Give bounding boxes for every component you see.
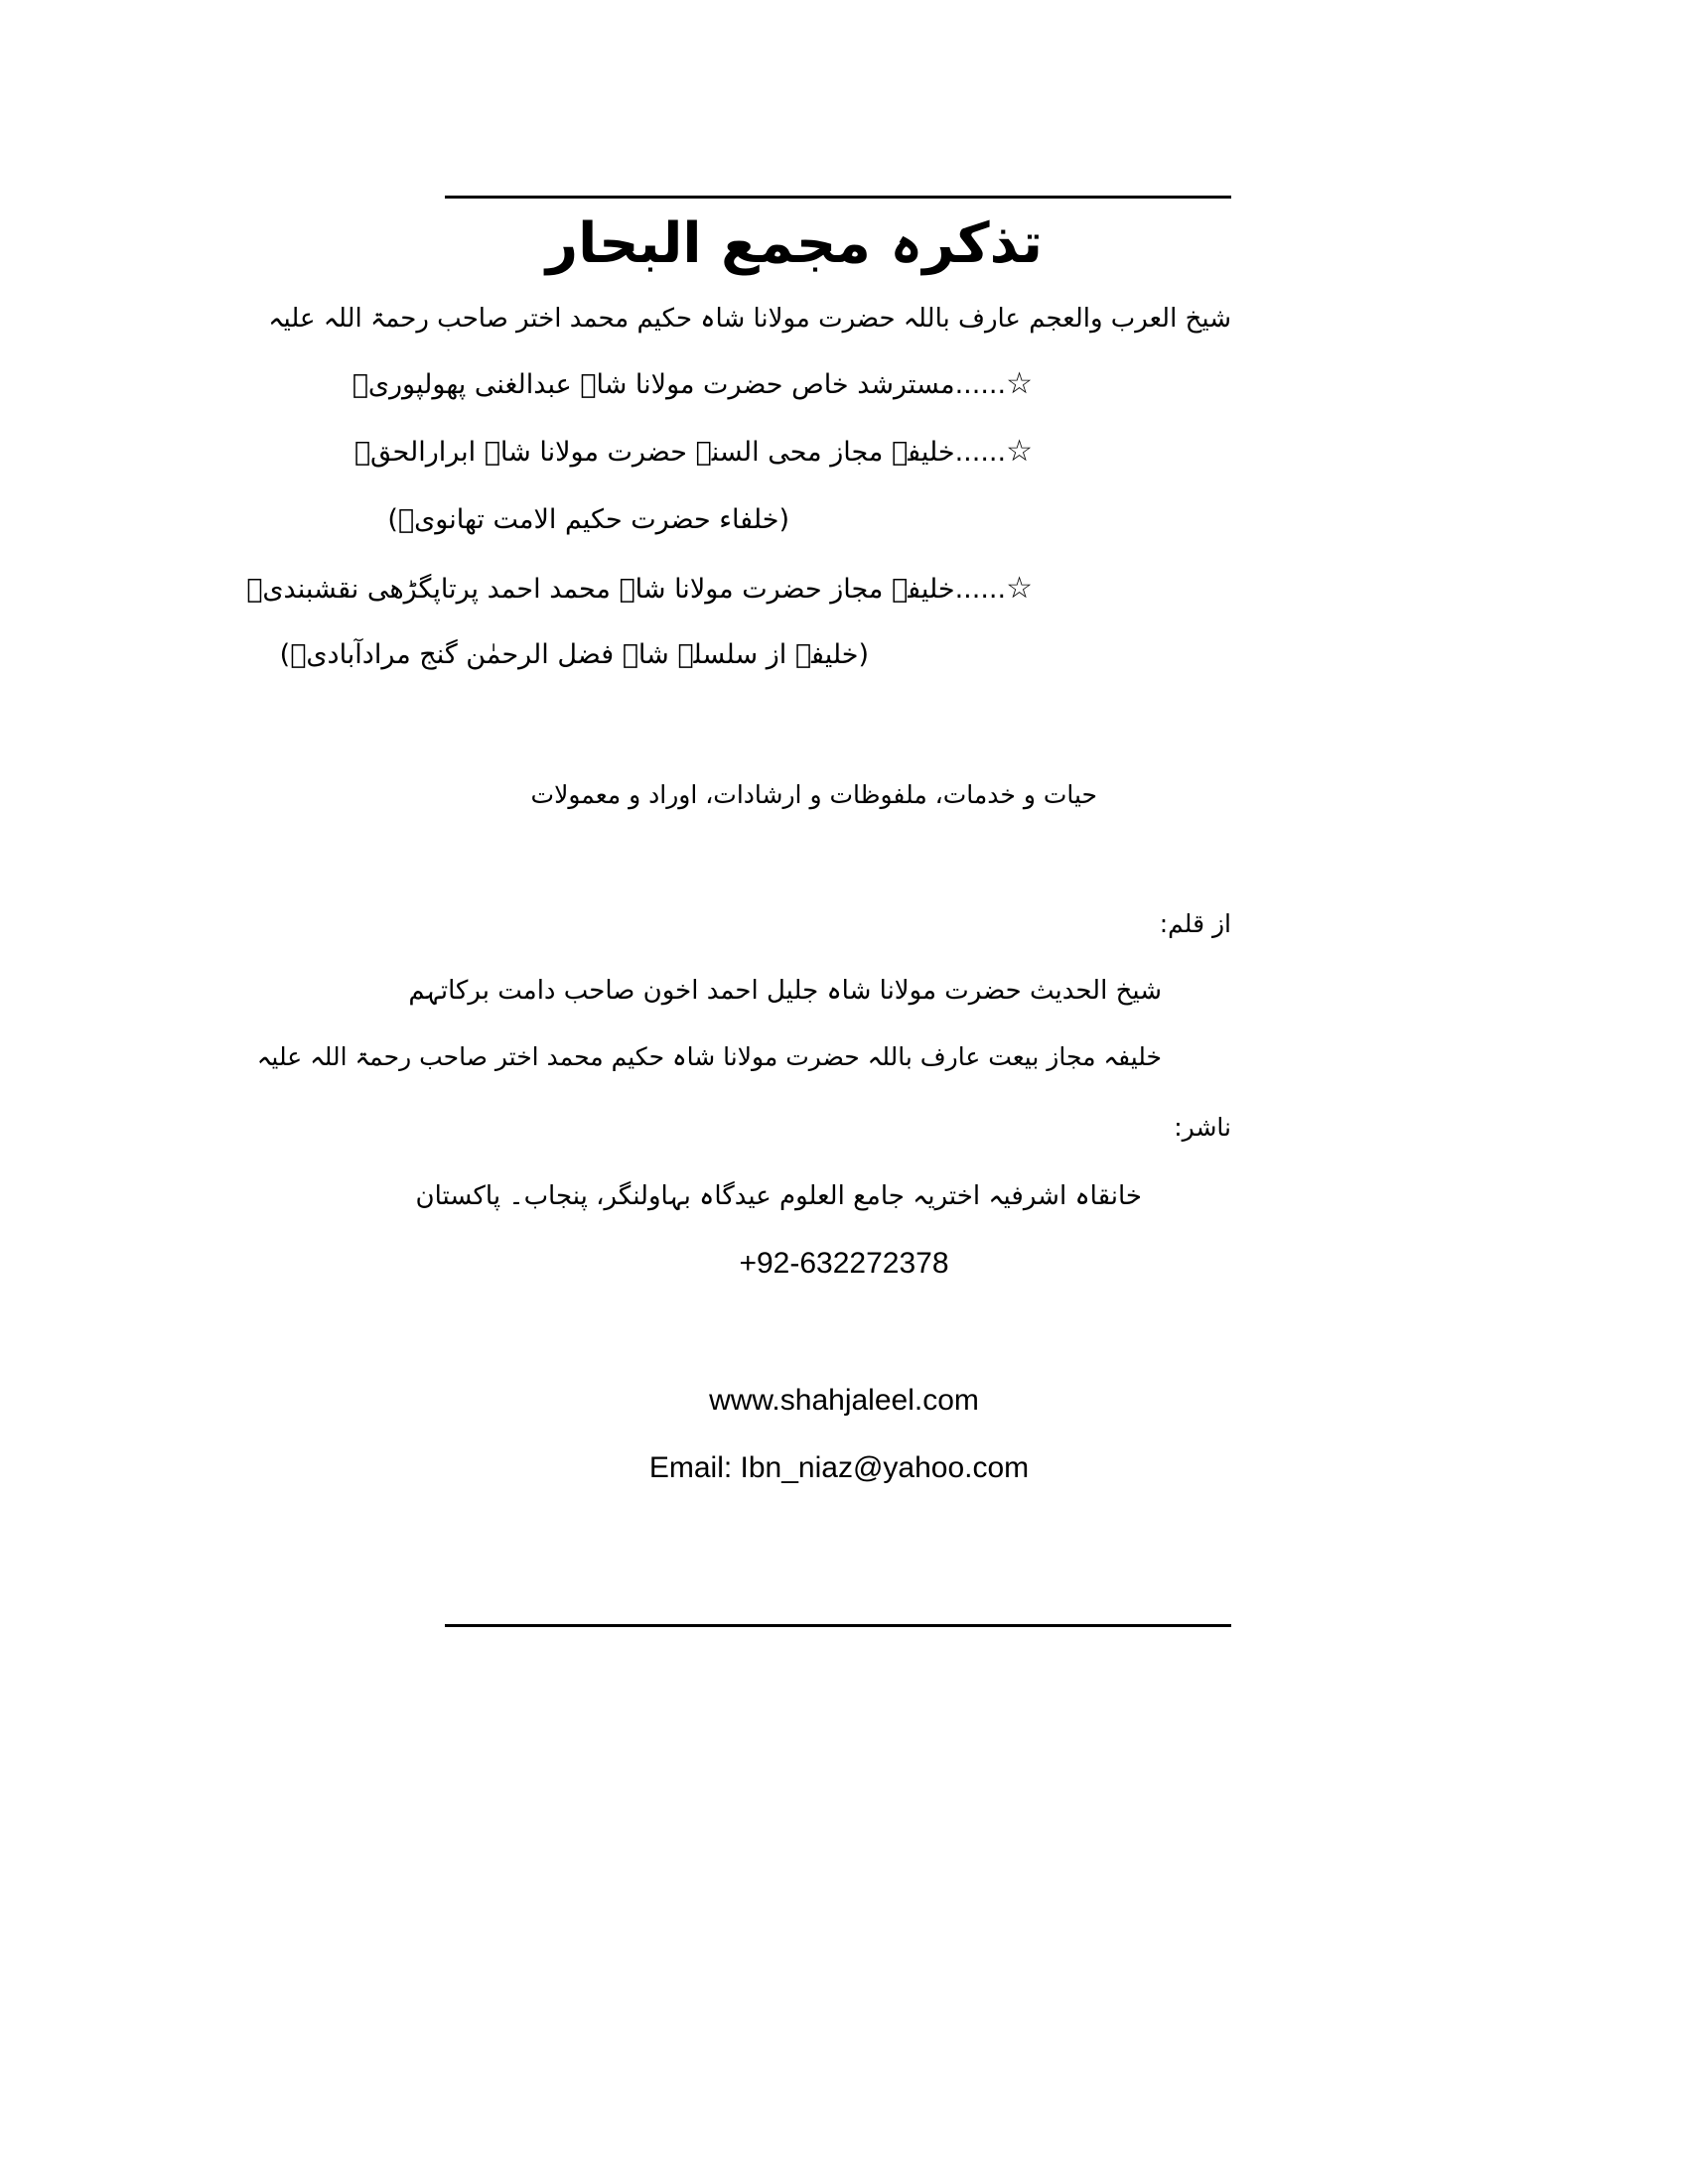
subject-line: شیخ العرب والعجم عارف باللہ حضرت مولانا شاہ حکیم محمد اختر صاحب رحمۃ اللہ علیہ <box>268 304 1231 334</box>
star-icon: ☆ <box>1006 366 1033 401</box>
website-link[interactable]: www.shahjaleel.com <box>709 1384 979 1417</box>
affiliation-note-2 <box>279 639 869 670</box>
affiliation-note-1 <box>387 504 789 535</box>
author-label: از قلم: <box>1159 909 1231 938</box>
email-address[interactable]: Email: Ibn_niaz@yahoo.com <box>648 1451 1030 1484</box>
publisher-label: ناشر: <box>1174 1113 1231 1142</box>
affiliation-text: (خلفاء حضرت حکیم الامت تھانویؒ) <box>387 504 789 535</box>
star-icon: ☆ <box>1006 571 1033 606</box>
author-line-2: خلیفہ مجاز بیعت عارف باللہ حضرت مولانا شاہ حکیم محمد اختر صاحب رحمۃ اللہ علیہ <box>256 1042 1162 1071</box>
phone-number: +92-632272378 <box>739 1247 949 1280</box>
publisher-name: خانقاہ اشرفیہ اختریہ جامع العلوم عیدگاہ بہاولنگر، پنجاب۔ پاکستان <box>415 1181 1142 1211</box>
affiliation-text: ......مسترشد خاص حضرت مولانا شاہ عبدالغنی پھولپوریؒ <box>352 369 1007 400</box>
affiliation-text: ......خلیفہ مجاز حضرت مولانا شاہ محمد احمد پرتاپگڑھی نقشبندیؒ <box>246 574 1007 605</box>
bottom-rule <box>445 1624 1231 1627</box>
affiliation-2 <box>353 434 1033 469</box>
affiliation-3 <box>246 571 1033 606</box>
affiliation-text: (خلیفہ از سلسلہ شاہ فضل الرحمٰن گنج مرادآبادیؒ) <box>279 639 869 670</box>
top-rule <box>445 196 1231 199</box>
author-line-1: شیخ الحدیث حضرت مولانا شاہ جلیل احمد اخون صاحب دامت برکاتہم <box>408 976 1162 1006</box>
star-icon: ☆ <box>1006 434 1033 469</box>
affiliation-1 <box>352 366 1033 401</box>
book-title: تذکرہ مجمع البحار <box>545 211 1043 276</box>
affiliation-text: ......خلیفہ مجاز محی السنہ حضرت مولانا شاہ ابرارالحقؒ <box>353 437 1007 468</box>
topics-line: حیات و خدمات، ملفوظات و ارشادات، اوراد و معمولات <box>530 780 1097 809</box>
